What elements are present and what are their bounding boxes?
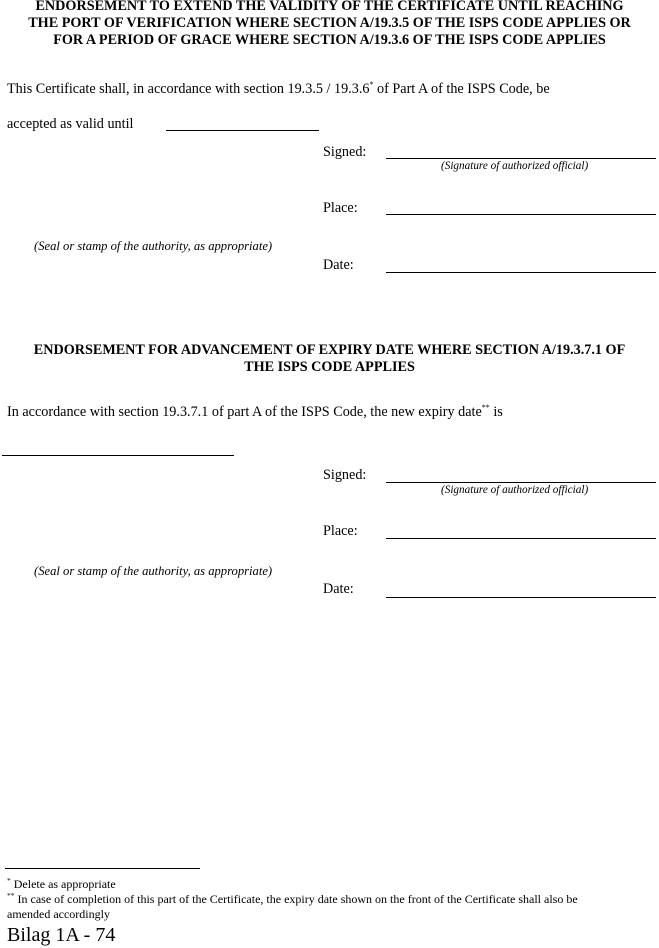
section2-body-text: In accordance with section 19.3.7.1 of part A of the ISPS Code, the new expiry date	[7, 404, 482, 420]
footnote-ref-2: **	[481, 403, 490, 412]
date-label: Date:	[323, 257, 354, 273]
signed-label: Signed:	[323, 467, 367, 483]
section1-title-line: ENDORSEMENT TO EXTEND THE VALIDITY OF THE CERTIFICATE UNTIL REACHING	[35, 0, 624, 14]
section1-title	[0, 0, 659, 49]
footnote-mark: *	[7, 876, 11, 885]
section1-title-line: FOR A PERIOD OF GRACE WHERE SECTION A/19.3.6 OF THE ISPS CODE APPLIES	[53, 32, 606, 48]
footnote-2	[7, 892, 578, 906]
signed-label: Signed:	[323, 144, 367, 160]
footnote-ref-1: *	[369, 80, 374, 89]
section2-title-line: ENDORSEMENT FOR ADVANCEMENT OF EXPIRY DATE WHERE SECTION A/19.3.7.1 OF	[33, 342, 626, 358]
valid-until-field[interactable]	[166, 130, 319, 131]
date-field[interactable]	[386, 597, 656, 598]
seal-stamp-note: (Seal or stamp of the authority, as appropriate)	[34, 564, 273, 578]
section2-title-line: THE ISPS CODE APPLIES	[244, 359, 415, 375]
place-field[interactable]	[386, 214, 656, 215]
section1-body-text: This Certificate shall, in accordance with section 19.3.5 / 19.3.6	[7, 81, 370, 97]
signature-caption: (Signature of authorized official)	[441, 160, 589, 172]
section1-body-text-end: of Part A of the ISPS Code, be	[373, 81, 550, 97]
place-label: Place:	[323, 200, 358, 216]
page-number: Bilag 1A - 74	[7, 924, 116, 946]
footnote-separator	[5, 868, 200, 869]
date-label: Date:	[323, 581, 354, 597]
place-label: Place:	[323, 523, 358, 539]
signature-caption: (Signature of authorized official)	[441, 484, 589, 496]
footnote-mark: **	[7, 891, 15, 900]
place-field[interactable]	[386, 538, 656, 539]
footnote-1-text: Delete as appropriate	[10, 877, 116, 891]
seal-stamp-note: (Seal or stamp of the authority, as appropriate)	[34, 239, 273, 253]
footnote-1	[7, 877, 116, 891]
section1-title-line: THE PORT OF VERIFICATION WHERE SECTION A/19.3.5 OF THE ISPS CODE APPLIES OR	[28, 15, 631, 31]
new-expiry-date-field[interactable]	[2, 455, 234, 456]
footnote-2-text: In case of completion of this part of the Certificate, the expiry date shown on the front of the Certificate shall also be	[14, 892, 578, 906]
date-field[interactable]	[386, 272, 656, 273]
footnote-2-continuation: amended accordingly	[7, 907, 110, 921]
valid-until-label: accepted as valid until	[7, 116, 134, 132]
section2-title	[0, 342, 659, 376]
section1-body	[7, 81, 550, 98]
section2-body	[7, 404, 503, 421]
section2-body-text-end: is	[489, 404, 503, 420]
